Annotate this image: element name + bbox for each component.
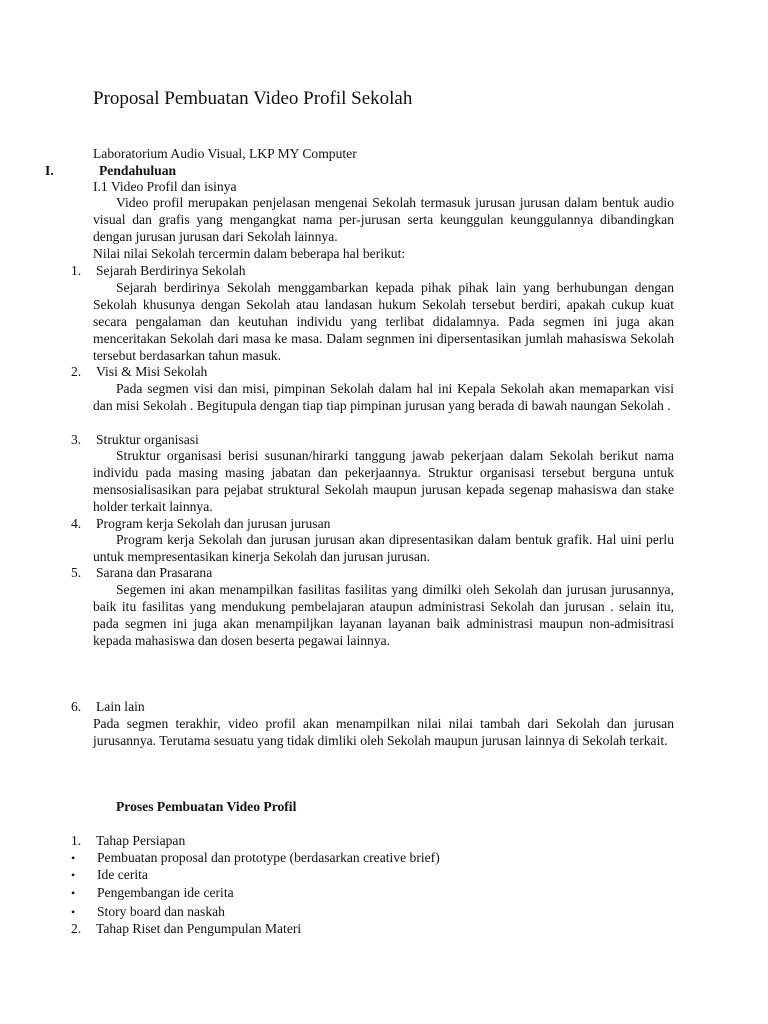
segment-number: 3. bbox=[71, 432, 82, 447]
section-numeral: I. bbox=[45, 163, 54, 178]
intro-lead: Nilai nilai Sekolah tercermin dalam beberapa hal berikut: bbox=[93, 246, 406, 261]
segment-number: 2. bbox=[71, 364, 82, 379]
segment-number: 4. bbox=[71, 516, 82, 531]
document-title: Proposal Pembuatan Video Profil Sekolah bbox=[93, 88, 413, 109]
process-heading: Proses Pembuatan Video Profil bbox=[116, 799, 297, 814]
segment-text: Program kerja Sekolah dan jurusan jurusan akan dipresentasikan dalam bentuk grafik. Hal uini perlu untuk mempresentasikan kinerja Sekolah dan jurusan jurusan. bbox=[93, 532, 674, 564]
segment-heading: Visi & Misi Sekolah bbox=[96, 364, 208, 379]
list-item: Ide cerita bbox=[97, 867, 148, 882]
bullet-icon: • bbox=[71, 851, 76, 865]
segment-text: Segemen ini akan menampilkan fasilitas fasilitas yang dimilki oleh Sekolah dan jurusan jurusannya, baik itu fasilitas yang mendukung pembelajaran ataupun administrasi Sekolah dan jurusan . selain itu, pada segmen ini juga akan menampiljkan layanan layanan baik administrasi maupun non-admisitrasi kepada mahasiswa dan dosen beserta pegawai lainnya. bbox=[93, 582, 674, 648]
intro-subheading: I.1 Video Profil dan isinya bbox=[93, 179, 237, 194]
segment-number: 5. bbox=[71, 565, 82, 580]
bullet-icon: • bbox=[71, 886, 76, 900]
step-number: 1. bbox=[71, 833, 82, 848]
list-item: Pengembangan ide cerita bbox=[97, 885, 234, 900]
intro-paragraph: Video profil merupakan penjelasan mengenai Sekolah termasuk jurusan jurusan dalam bentuk audio visual dan grafis yang mengangkat nama per-jurusan serta keunggulan keunggulannya dibandingkan dengan jurusan jurusan dari Sekolah lainnya. bbox=[93, 195, 674, 244]
segment-number: 6. bbox=[71, 699, 82, 714]
segment-heading: Program kerja Sekolah dan jurusan jurusan bbox=[96, 516, 331, 531]
segment-heading: Sejarah Berdirinya Sekolah bbox=[96, 263, 246, 278]
segment-heading: Lain lain bbox=[96, 699, 145, 714]
bullet-icon: • bbox=[71, 905, 76, 919]
segment-heading: Sarana dan Prasarana bbox=[96, 565, 213, 580]
bullet-icon: • bbox=[71, 868, 76, 882]
subtitle: Laboratorium Audio Visual, LKP MY Computer bbox=[93, 146, 357, 161]
segment-text: Sejarah berdirinya Sekolah menggambarkan kepada pihak pihak lain yang berhubungan dengan Sekolah khusunya dengan Sekolah atau landasan hukum Sekolah tersebut berdiri, apakah cukup kuat secara pengalaman dan keutuhan individu yang terlibat didalamnya. Pada segmen ini juga akan menceritakan Sekolah dari masa ke masa. Dalam segnmen ini dipersentasikan jumlah mahasiswa Sekolah tersebut berdasarkan tahun masuk. bbox=[93, 280, 674, 363]
list-item: Pembuatan proposal dan prototype (berdasarkan creative brief) bbox=[97, 850, 440, 865]
step-label: Tahap Persiapan bbox=[96, 833, 186, 848]
list-item: Story board dan naskah bbox=[97, 904, 225, 919]
segment-heading: Struktur organisasi bbox=[96, 432, 199, 447]
step-number: 2. bbox=[71, 921, 82, 936]
segment-text: Pada segmen visi dan misi, pimpinan Sekolah dalam hal ini Kepala Sekolah akan memaparkan visi dan misi Sekolah . Begitupula dengan tiap tiap pimpinan jurusan yang berada di bawah naungan Sekolah . bbox=[93, 381, 674, 413]
segment-text: Struktur organisasi berisi susunan/hirarki tanggung jawab pekerjaan dalam Sekolah berikut nama individu pada masing masing jabatan dan pekerjaannya. Struktur organisasi tersebut berguna untuk mensosialisasikan para pejabat struktural Sekolah maupun jurusan kepada segenap mahasiswa dan stake holder terkait lainnya. bbox=[93, 448, 674, 514]
segment-number: 1. bbox=[71, 263, 82, 278]
step-label: Tahap Riset dan Pengumpulan Materi bbox=[96, 921, 302, 936]
section-heading: Pendahuluan bbox=[99, 163, 177, 178]
segment-text: Pada segmen terakhir, video profil akan menampilkan nilai nilai tambah dari Sekolah dan jurusan jurusannya. Terutama sesuatu yang tidak dimliki oleh Sekolah maupun jurusan lainnya di Sekolah terkait. bbox=[93, 716, 674, 748]
